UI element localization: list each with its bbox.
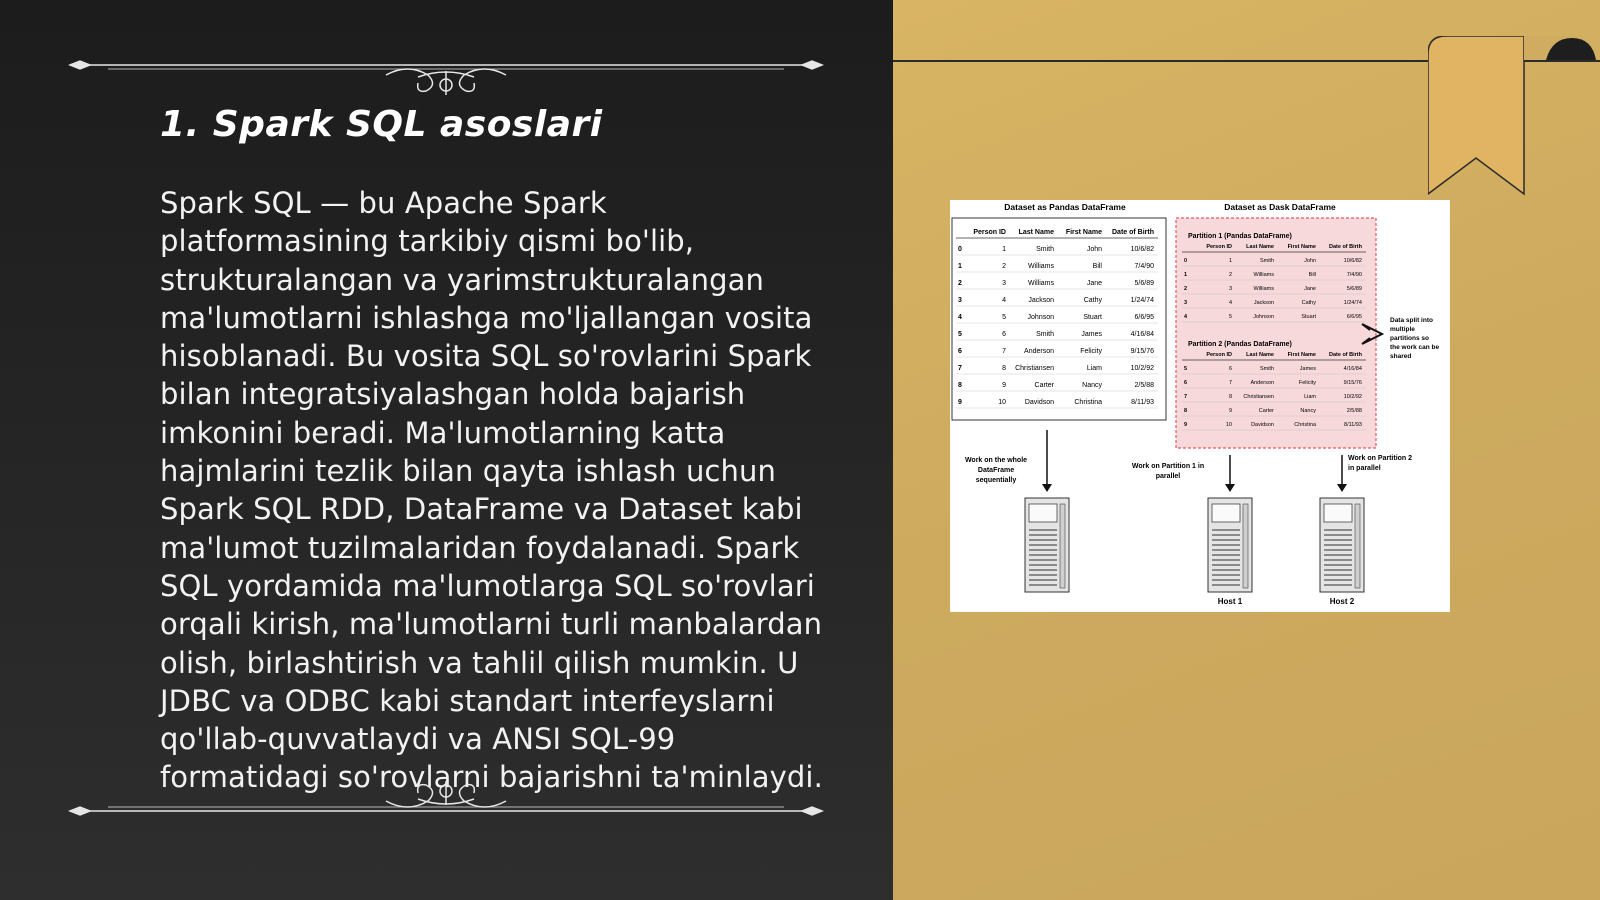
table-cell: 9/15/76: [1343, 380, 1362, 386]
table-cell: Johnson: [1027, 314, 1054, 321]
row-index: 2: [1184, 286, 1188, 292]
host1-label: Host 1: [1217, 597, 1243, 606]
table-cell: Johnson: [1253, 314, 1274, 320]
row-index: 1: [958, 263, 962, 270]
table-cell: 1: [1228, 258, 1232, 264]
column-header: Person ID: [1206, 244, 1232, 250]
ornament-bottom: [68, 775, 824, 831]
table-cell: Jackson: [1253, 300, 1274, 306]
table-cell: 9: [1228, 408, 1232, 414]
row-index: 8: [958, 382, 962, 389]
table-cell: 3: [1228, 286, 1232, 292]
table-cell: Cathy: [1083, 297, 1102, 304]
table-cell: 4: [1002, 297, 1006, 304]
row-index: 5: [1184, 366, 1188, 372]
slide-title: 1. Spark SQL asoslari: [160, 104, 603, 145]
table-cell: 6: [1228, 366, 1232, 372]
table-cell: Williams: [1253, 272, 1274, 278]
table-cell: 2: [1002, 263, 1006, 270]
table-cell: 5: [1002, 314, 1006, 321]
row-index: 0: [958, 246, 962, 253]
label-whole: Work on the whole: [964, 457, 1028, 464]
table-cell: 2: [1228, 272, 1232, 278]
split-note-line: multiple: [1390, 326, 1415, 333]
column-header: First Name: [1287, 244, 1316, 250]
work-labels: [965, 455, 1412, 484]
label-partition2: Work on Partition 2: [1348, 455, 1413, 462]
row-index: 4: [958, 314, 962, 321]
table-cell: Anderson: [1024, 348, 1054, 355]
table-cell: Bill: [1308, 272, 1316, 278]
column-header: Date of Birth: [1112, 229, 1154, 236]
table-cell: James: [1081, 331, 1102, 338]
split-note: [1390, 317, 1440, 360]
row-index: 9: [1184, 422, 1188, 428]
table-cell: Carter: [1258, 408, 1274, 414]
table-cell: 8: [1002, 365, 1006, 372]
table-cell: 10/6/82: [1343, 258, 1362, 264]
table-cell: Christina: [1294, 422, 1316, 428]
bookmark-ribbon: [1428, 36, 1596, 201]
column-header: First Name: [1065, 229, 1102, 236]
table-cell: 3: [1002, 280, 1006, 287]
label-partition1: parallel: [1155, 473, 1181, 480]
table-cell: 2/5/88: [1346, 408, 1362, 414]
table-cell: 2/5/88: [1134, 382, 1154, 389]
table-cell: 6/6/95: [1134, 314, 1154, 321]
table-cell: Liam: [1304, 394, 1316, 400]
table-cell: Smith: [1259, 366, 1274, 372]
table-cell: 1/24/74: [1130, 297, 1154, 304]
table-cell: John: [1086, 246, 1102, 253]
table-cell: Nancy: [1300, 408, 1316, 414]
arrowhead-whole: [1042, 484, 1052, 492]
label-whole: DataFrame: [977, 467, 1015, 474]
host2-label: Host 2: [1329, 597, 1355, 606]
table-cell: 10: [998, 399, 1006, 406]
row-index: 1: [1184, 272, 1188, 278]
column-header: First Name: [1287, 352, 1316, 358]
table-cell: 1/24/74: [1343, 300, 1362, 306]
table-cell: 8: [1228, 394, 1232, 400]
table-cell: Liam: [1086, 365, 1102, 372]
table-cell: Anderson: [1250, 380, 1274, 386]
ornament-top: [68, 45, 824, 101]
row-index: 5: [958, 331, 962, 338]
table-cell: Williams: [1027, 280, 1054, 287]
row-index: 6: [1184, 380, 1188, 386]
table-cell: 10/6/82: [1130, 246, 1154, 253]
row-index: 3: [1184, 300, 1188, 306]
column-header: Last Name: [1018, 229, 1054, 236]
table-cell: Stuart: [1301, 314, 1316, 320]
column-header: Last Name: [1246, 352, 1274, 358]
table-cell: 8/11/93: [1344, 422, 1362, 428]
row-index: 0: [1184, 258, 1188, 264]
column-header: Person ID: [973, 229, 1006, 236]
slide-body-text: Spark SQL — bu Apache Spark platformasining tarkibiy qismi bo'lib, strukturalangan va yarimstrukturalangan ma'lumotlarni ishlashga mo'ljallangan vosita hisoblanadi. Bu vosita SQL so'rovlarini Spark bilan integratsiyalashgan holda bajarish imkonini beradi. Ma'lumotlarning katta hajmlarini tezlik bilan qayta ishlash uchun Spark SQL RDD, DataFrame va Dataset kabi ma'lumot tuzilmalaridan foydalanadi. Spark SQL yordamida ma'lumotlarga SQL so'rovlari orqali kirish, ma'lumotlarni turli manbalardan olish, birlashtirish va tahlil qilish mumkin. U JDBC va ODBC kabi standart interfeyslarni qo'llab-quvvatlaydi va ANSI SQL-99 formatidagi so'rovlarni bajarishni ta'minlaydi.: [160, 186, 823, 795]
table-cell: Nancy: [1082, 382, 1102, 389]
arrowhead-p1: [1225, 484, 1235, 492]
table-cell: Davidson: [1024, 399, 1054, 406]
table-cell: 10/2/92: [1130, 365, 1154, 372]
table-cell: Christiansen: [1015, 365, 1054, 372]
table-cell: 9: [1002, 382, 1006, 389]
table-cell: 9/15/76: [1130, 348, 1154, 355]
table-cell: 5/6/89: [1346, 286, 1362, 292]
row-index: 6: [958, 348, 962, 355]
table-cell: 8/11/93: [1131, 399, 1154, 406]
split-note-line: the work can be: [1390, 344, 1440, 351]
column-header: Date of Birth: [1329, 244, 1362, 250]
table-cell: Jane: [1304, 286, 1316, 292]
table-cell: Felicity: [1298, 380, 1316, 386]
split-note-line: shared: [1390, 353, 1412, 360]
table-cell: 7: [1002, 348, 1006, 355]
pandas-vs-dask-diagram: [950, 200, 1450, 612]
row-index: 2: [958, 280, 962, 287]
label-partition1: Work on Partition 1 in: [1131, 463, 1205, 470]
table-cell: 7/4/90: [1134, 263, 1154, 270]
table-cell: James: [1299, 366, 1316, 372]
table-cell: Jane: [1086, 280, 1102, 287]
row-index: 7: [958, 365, 962, 372]
partition1-title: Partition 1 (Pandas DataFrame): [1188, 233, 1292, 240]
server-icon-local: [1025, 498, 1069, 592]
split-note-line: partitions so: [1390, 335, 1430, 342]
table-cell: 4/16/84: [1130, 331, 1154, 338]
table-cell: Stuart: [1083, 314, 1102, 321]
row-index: 3: [958, 297, 962, 304]
server-icon-host2: [1320, 498, 1364, 592]
table-cell: Smith: [1036, 331, 1054, 338]
row-index: 9: [958, 399, 962, 406]
table-cell: John: [1304, 258, 1316, 264]
row-index: 8: [1184, 408, 1188, 414]
table-cell: Cathy: [1301, 300, 1316, 306]
table-cell: 7/4/90: [1346, 272, 1362, 278]
label-whole: sequentially: [975, 477, 1017, 484]
arrowhead-p2: [1337, 484, 1347, 492]
server-icon-host1: [1208, 498, 1252, 592]
table-cell: 10/2/92: [1343, 394, 1362, 400]
table-cell: Carter: [1034, 382, 1054, 389]
column-header: Last Name: [1246, 244, 1274, 250]
table-cell: 10: [1225, 422, 1232, 428]
table-cell: 4: [1228, 300, 1232, 306]
table-cell: 7: [1228, 380, 1232, 386]
table-cell: 5: [1228, 314, 1232, 320]
table-cell: Christiansen: [1243, 394, 1274, 400]
table-cell: Bill: [1092, 263, 1102, 270]
table-cell: Felicity: [1080, 348, 1102, 355]
table-cell: 1: [1002, 246, 1006, 253]
row-index: 4: [1184, 314, 1188, 320]
table-cell: 4/16/84: [1343, 366, 1362, 372]
table-cell: Williams: [1027, 263, 1054, 270]
table-cell: Christina: [1074, 399, 1102, 406]
table-cell: 6: [1002, 331, 1006, 338]
row-index: 7: [1184, 394, 1188, 400]
table-cell: Smith: [1259, 258, 1274, 264]
column-header: Person ID: [1206, 352, 1232, 358]
label-partition2: in parallel: [1348, 465, 1381, 472]
table-cell: 6/6/95: [1346, 314, 1362, 320]
partition2-title: Partition 2 (Pandas DataFrame): [1188, 341, 1292, 348]
table-cell: Davidson: [1251, 422, 1274, 428]
split-note-line: Data split into: [1390, 317, 1433, 324]
table-cell: 5/6/89: [1134, 280, 1154, 287]
table-cell: Jackson: [1028, 297, 1054, 304]
pandas-title: Dataset as Pandas DataFrame: [1004, 202, 1126, 212]
column-header: Date of Birth: [1329, 352, 1362, 358]
table-cell: Williams: [1253, 286, 1274, 292]
dask-title: Dataset as Dask DataFrame: [1224, 202, 1336, 212]
table-cell: Smith: [1036, 246, 1054, 253]
